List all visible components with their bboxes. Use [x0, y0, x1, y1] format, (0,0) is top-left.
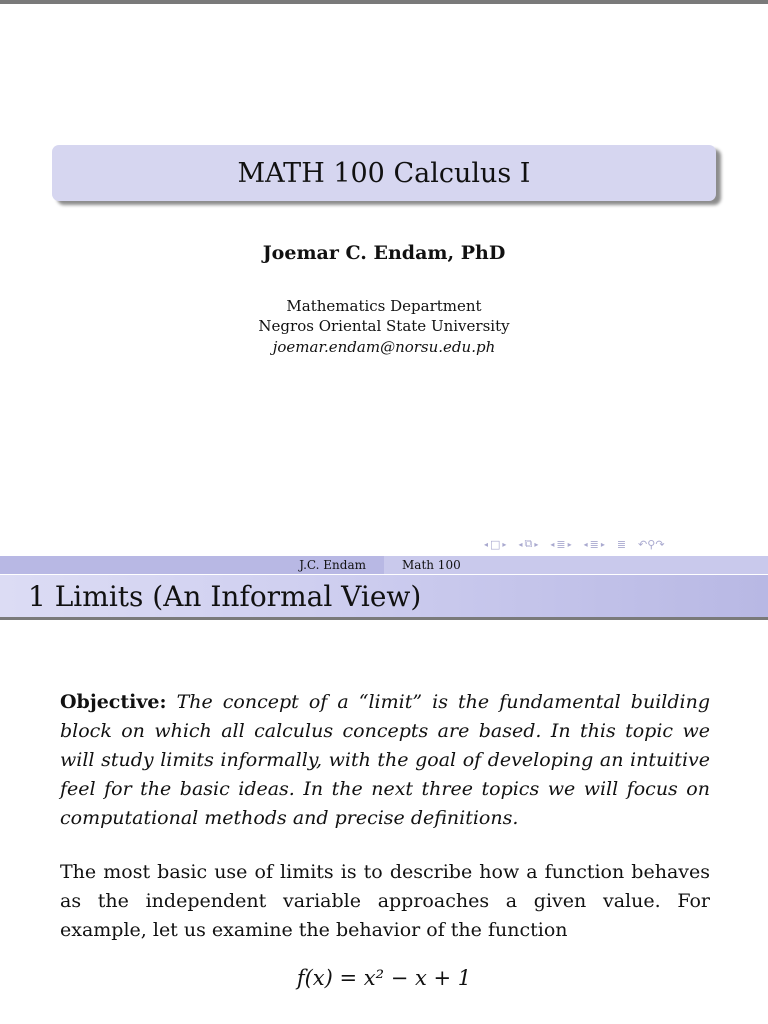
title-box	[52, 145, 716, 201]
footer-course: Math 100	[402, 558, 461, 572]
slide-title: MATH 100 Calculus I	[237, 157, 531, 189]
body-paragraph: The most basic use of limits is to describe how a function behaves as the independent variable approaches a given value. For example, let us examine the behavior of the function	[60, 861, 710, 941]
beamer-navigation-bar	[484, 536, 665, 552]
section-title: 1 Limits (An Informal View)	[0, 575, 768, 620]
footer-bar	[0, 556, 768, 574]
department: Mathematics Department	[286, 297, 482, 315]
equation-text: f(x) = x² − x + 1	[296, 966, 472, 990]
top-divider	[0, 0, 768, 4]
objective-paragraph	[60, 688, 710, 833]
search-icon[interactable]: ↶⚲↷	[638, 537, 665, 551]
footer-author-panel	[0, 556, 384, 574]
subsection-nav-icon[interactable]: ◂ ⧉ ▸	[518, 537, 539, 550]
footer-author: J.C. Endam	[299, 558, 366, 572]
footer-course-panel	[384, 556, 768, 574]
objective-label: Objective:	[60, 691, 167, 713]
author-name: Joemar C. Endam, PhD	[262, 242, 506, 264]
university: Negros Oriental State University	[258, 317, 510, 335]
frame-nav-icon[interactable]: ◂ □ ▸	[484, 537, 507, 551]
objective-text: The concept of a “limit” is the fundamental building block on which all calculus concepts are based. In this topic we will study limits informally, with the goal of developing an intuitive feel for the basic ideas. In the next three topics we will focus on computational methods and precise definitions.	[60, 691, 710, 829]
align-icon[interactable]: ≣	[616, 537, 627, 551]
equation	[0, 966, 768, 990]
email: joemar.endam@norsu.edu.ph	[272, 338, 496, 356]
section-nav-icon[interactable]: ◂ ≣ ▸	[550, 537, 572, 551]
section-nav-icon[interactable]: ◂ ≣ ▸	[583, 537, 605, 551]
